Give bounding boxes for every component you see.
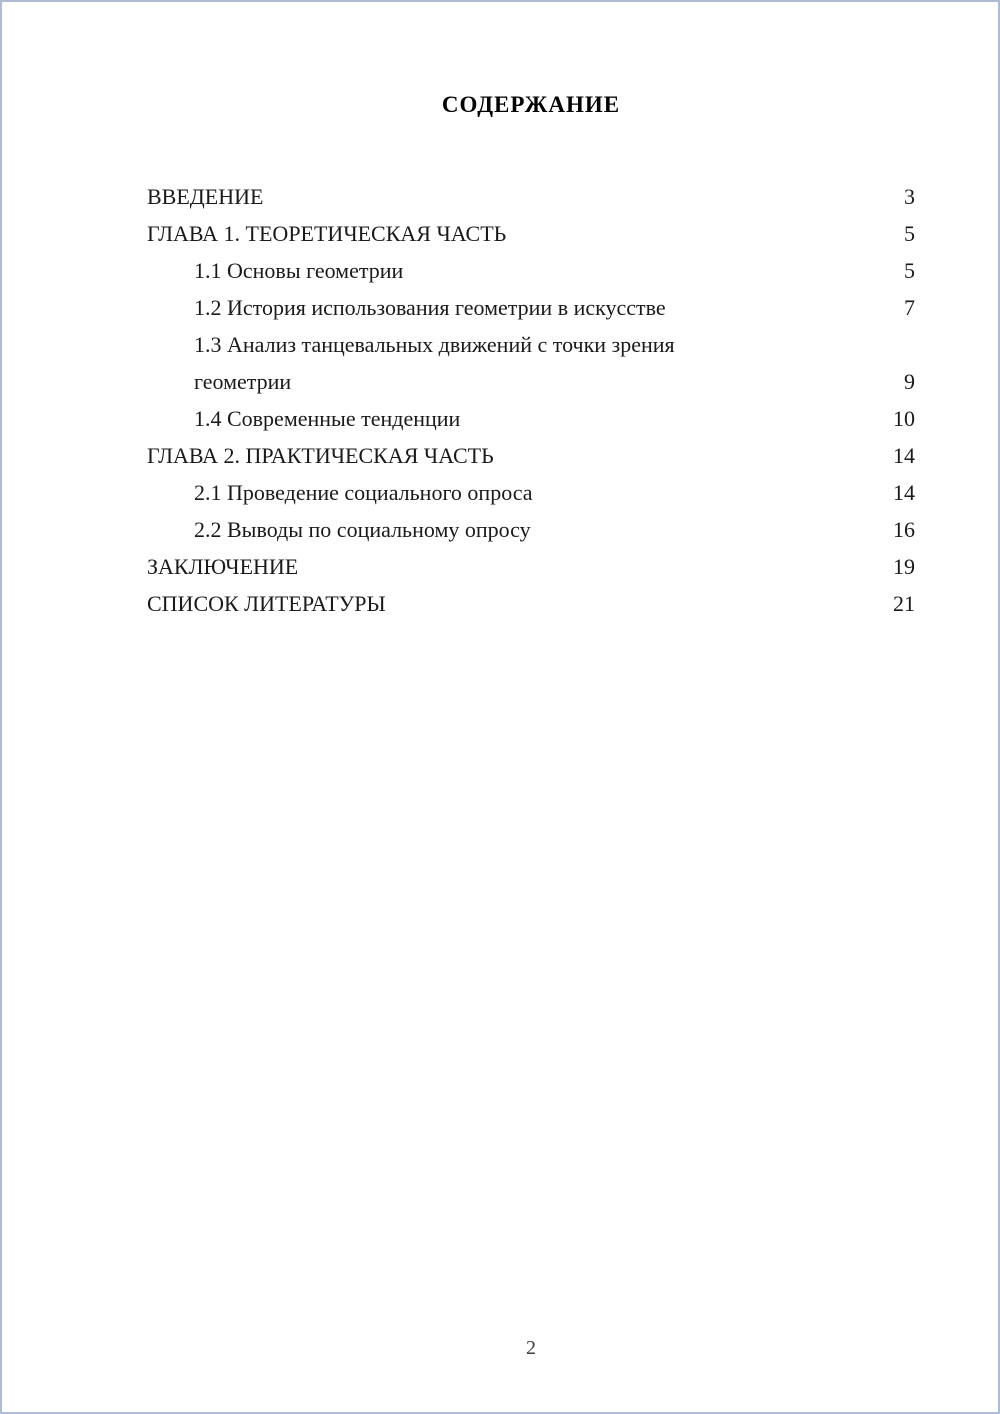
toc-entry-page: 3	[904, 184, 915, 209]
toc-entry-page: 21	[893, 591, 915, 616]
toc-entry-page: 19	[893, 554, 915, 579]
toc-entry-label: СПИСОК ЛИТЕРАТУРЫ	[147, 591, 386, 616]
toc-entry-page: 5	[904, 258, 915, 283]
toc-entry-page: 14	[893, 443, 915, 468]
toc-entry-bibliography	[147, 585, 915, 622]
toc-entry-conclusion	[147, 548, 915, 585]
toc-entry-label: 2.2 Выводы по социальному опросу	[194, 517, 531, 542]
toc-entry-page: 9	[904, 369, 915, 394]
toc-entry-label: ЗАКЛЮЧЕНИЕ	[147, 554, 299, 579]
toc-entry-introduction	[147, 178, 915, 215]
table-of-contents	[147, 178, 915, 622]
toc-entry-chapter-2	[147, 437, 915, 474]
toc-entry-label: ГЛАВА 2. ПРАКТИЧЕСКАЯ ЧАСТЬ	[147, 443, 494, 468]
toc-entry-label: 1.1 Основы геометрии	[194, 258, 404, 283]
toc-entry-page: 7	[904, 295, 915, 320]
toc-entry-chapter-1	[147, 215, 915, 252]
toc-entry-1-3	[147, 326, 915, 400]
toc-entry-1-2	[147, 289, 915, 326]
toc-entry-label: 1.3 Анализ танцевальных движений с точки зрения геометрии	[194, 332, 675, 394]
toc-entry-label: ГЛАВА 1. ТЕОРЕТИЧЕСКАЯ ЧАСТЬ	[147, 221, 507, 246]
toc-entry-1-1	[147, 252, 915, 289]
toc-entry-label: 1.4 Современные тенденции	[194, 406, 461, 431]
toc-entry-2-1	[147, 474, 915, 511]
toc-entry-2-2	[147, 511, 915, 548]
page-title: СОДЕРЖАНИЕ	[441, 92, 621, 117]
toc-entry-page: 5	[904, 221, 915, 246]
toc-entry-label: 1.2 История использования геометрии в искусстве	[194, 295, 666, 320]
toc-entry-page: 16	[893, 517, 915, 542]
toc-entry-page: 10	[893, 406, 915, 431]
toc-entry-label: 2.1 Проведение социального опроса	[194, 480, 533, 505]
toc-entry-label: ВВЕДЕНИЕ	[147, 184, 264, 209]
toc-entry-1-4	[147, 400, 915, 437]
page-number: 2	[526, 1337, 536, 1359]
toc-entry-page: 14	[893, 480, 915, 505]
